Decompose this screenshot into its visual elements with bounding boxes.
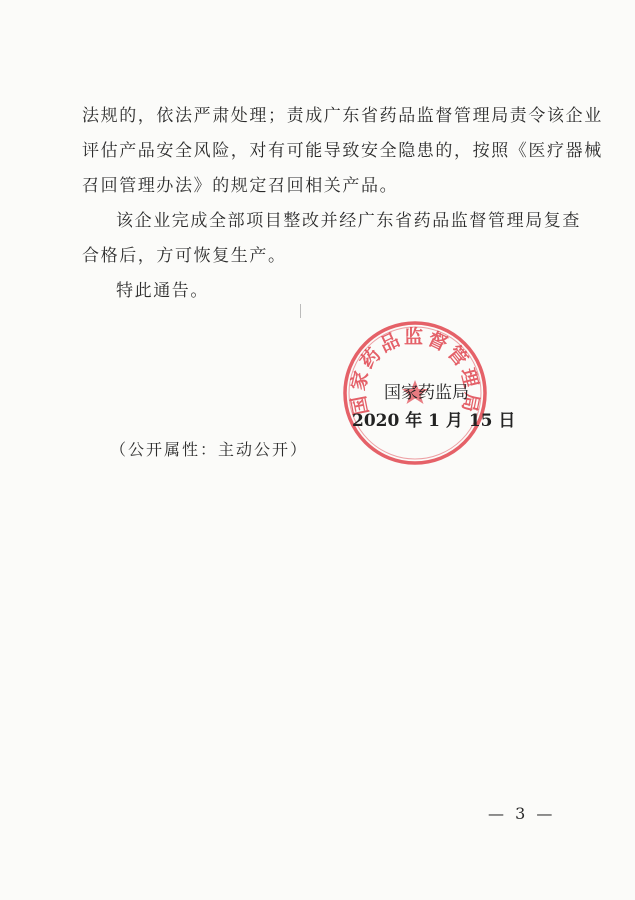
- svg-text:国家药品监督管理局: [346, 325, 482, 417]
- page-number: — 3 —: [488, 804, 556, 823]
- closing-statement: 特此通告。: [116, 281, 209, 301]
- paragraph-1-line-3: 召回管理办法》的规定召回相关产品。: [82, 176, 399, 196]
- disclosure-attribute: （公开属性：主动公开）: [110, 440, 309, 459]
- seal-text: 国家药品监督管理局: [347, 325, 483, 417]
- paragraph-1-line-2: 评估产品安全风险，对有可能导致安全隐患的，按照《医疗器械: [82, 141, 603, 161]
- paragraph-2-line-2: 合格后，方可恢复生产。: [82, 246, 287, 266]
- scan-mark: [300, 304, 301, 318]
- paragraph-2-line-1: 该企业完成全部项目整改并经广东省药品监督管理局复查: [116, 211, 581, 231]
- signing-date: 2020 年 1 月 15 日: [352, 411, 516, 431]
- signing-agency: 国家药监局: [384, 383, 469, 403]
- paragraph-1-line-1: 法规的，依法严肃处理；责成广东省药品监督管理局责令该企业: [82, 106, 603, 126]
